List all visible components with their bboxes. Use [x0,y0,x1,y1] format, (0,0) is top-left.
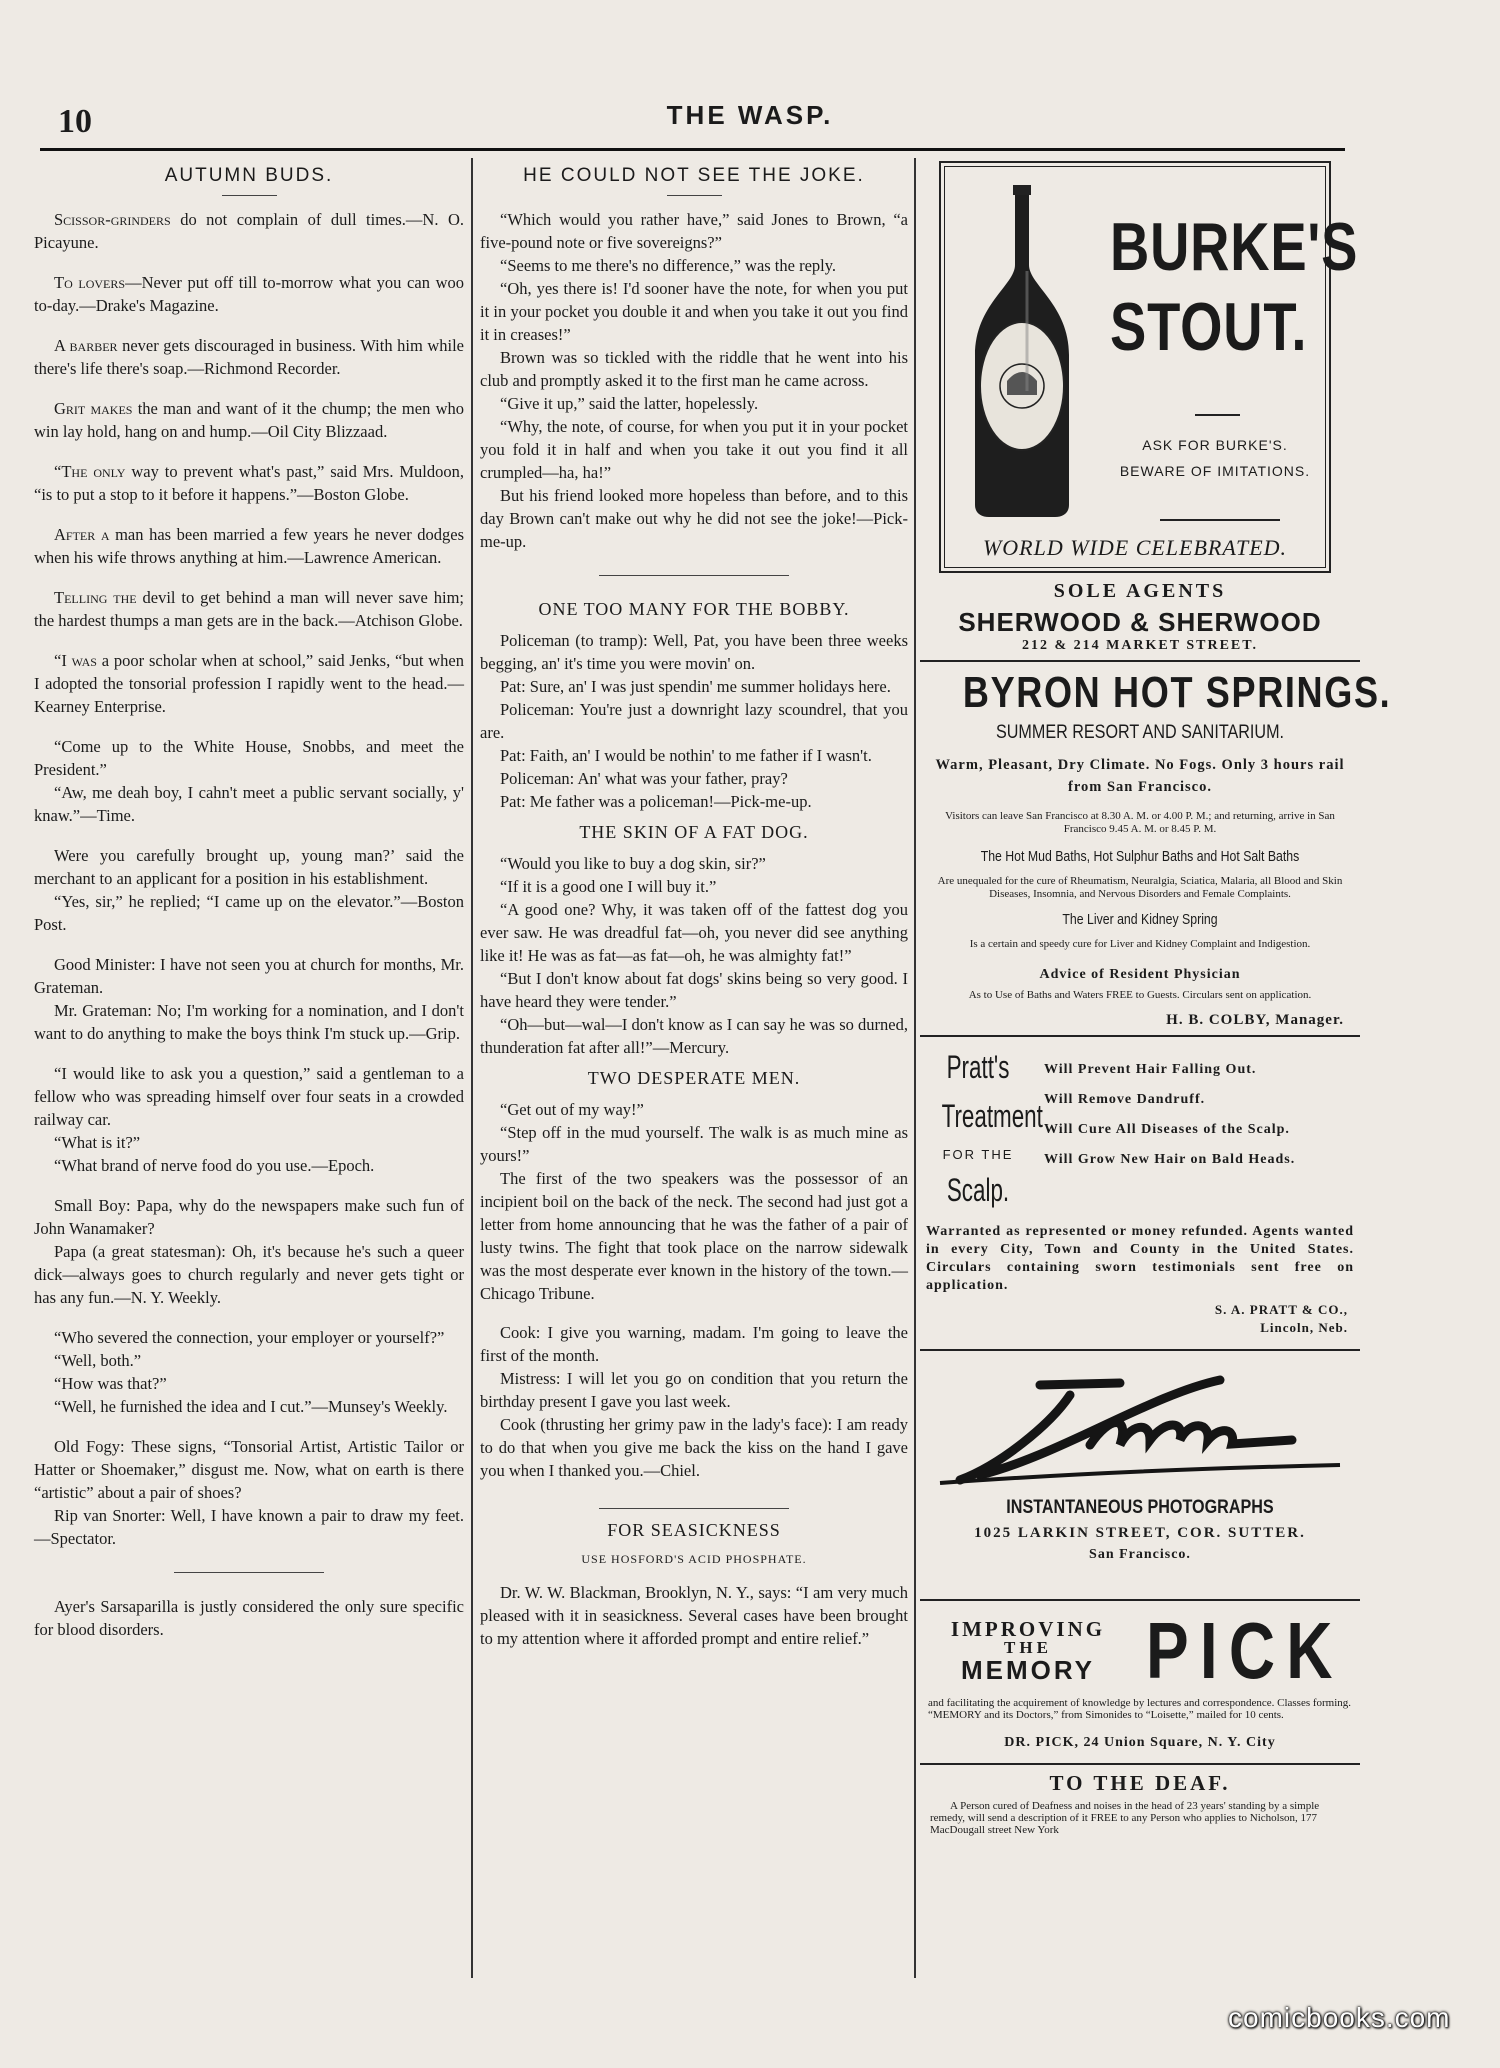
item-text: a poor scholar when at school,” said Jenks, “but when I adopted the tonsorial profession I rapidly went to the head.—Kearney Enterprise. [34,651,464,716]
dog-story: “Would you like to buy a dog skin, sir?” “If it is a good one I will buy it.” “A good one? Why, it was taken off of the fattest dog you ever saw. He was dreadful fat—oh, you never did see anything like it! He was as fat—as fat—oh, he was almighty fat!” “But I don't know about fat dogs' skins being so very good. I have heard they were tender.” “Oh—but—wal—I don't know as I can say he was so durned, thunderation fat after all!”—Mercury. [480,854,908,1057]
autumn-buds-items [34,208,464,718]
ad-rule [920,1035,1360,1037]
seasickness-text: Dr. W. W. Blackman, Brooklyn, N. Y., says: “I am very much pleased with it in seasickness. Several cases have been brought to my attention where it afforded prompt and entire relief.” [480,1583,908,1648]
dog-title: THE SKIN OF A FAT DOG. [579,822,809,842]
autumn-bud-item [34,208,464,254]
item-text: never gets discouraged in business. With him while there's life there's soap.—Richmond Recorder. [34,336,464,378]
byron-title: BYRON HOT SPRINGS. [962,668,1392,717]
burke-title-1: BURKE'S [1110,209,1359,285]
item-lead: Scissor-grinders [54,210,171,229]
item-text: man has been married a few years he never dodges when his wife throws anything at him.—Lawrence American. [34,525,465,567]
divider [222,195,277,196]
thors-line2: 1025 LARKIN STREET, COR. SUTTER. [974,1525,1306,1541]
byron-liver: The Liver and Kidney Spring [1062,911,1218,928]
joke-story: “Which would you rather have,” said Jones to Brown, “a five-pound note or five sovereigns?” “Seems to me there's no difference,” was the reply. “Oh, yes there is! I'd sooner have the note, for when you put it in your pocket you double it and when you take it out you find it in creases!” Brown was so tickled with the riddle that he went into his club and promptly asked it to the first man he came across. “Give it up,” said the latter, hopelessly. “Why, the note, of course, for when you put it in your pocket you fold it in half and when you take it out you find it all crumpled—ha, ha!” But his friend looked more hopeless than before, and to this day Brown can't make out why he did not see the joke!—Pick-me-up. [480,210,908,551]
pick-big: PICK [1146,1606,1344,1695]
pick-w3: MEMORY [960,1655,1096,1685]
byron-climate: Warm, Pleasant, Dry Climate. No Fogs. Only 3 hours rail from San Francisco. [935,757,1345,795]
joke-title: HE COULD NOT SEE THE JOKE. [523,165,865,186]
ad-rule [920,660,1360,662]
pratt-t4: Scalp. [946,1172,1010,1208]
severed-joke: “Who severed the connection, your employer or yourself?” “Well, both.” “How was that?” “Well, he furnished the idea and I cut.”—Munsey's Weekly. [54,1328,448,1416]
item-text: do not complain of dull times.—N. O. Picayune. [34,210,464,252]
merchant-joke: Were you carefully brought up, young man?’ said the merchant to an applicant for a position in his establishment. “Yes, sir,” he replied; “I came up on the elevator.”—Boston Post. [34,846,464,934]
watermark: comicbooks.com [1228,2002,1451,2033]
burke-beware: BEWARE OF IMITATIONS. [1119,463,1311,479]
ad-rule [920,1599,1360,1601]
burke-stout-ad [920,160,1360,570]
item-text: way to prevent what's past,” said Mrs. Muldoon, “is to put a stop to it before it happens.”—Boston Globe. [34,462,465,504]
autumn-bud-item [34,397,464,443]
item-lead: To lovers [54,273,126,292]
burke-ad-frame [944,166,1359,568]
seasickness-note: USE HOSFORD'S ACID PHOSPHATE. [581,1552,807,1566]
column-rule [471,158,473,1978]
byron-hot-springs-ad [920,668,1392,1029]
byron-subtitle: SUMMER RESORT AND SANITARIUM. [995,722,1285,743]
page-number: 10 [58,103,92,140]
byron-visitors: Visitors can leave San Francisco at 8.30 A. M. or 4.00 P. M.; and returning, arrive in San Francisco 9.45 A. M. or 8.45 P. M. [945,810,1335,835]
ad-rule [920,1349,1360,1351]
deaf-ad [920,1771,1360,1836]
autumn-buds-title: AUTUMN BUDS. [164,165,334,186]
bobby-story: Policeman (to tramp): Well, Pat, you have been three weeks begging, an' it's time you were movin' on. Pat: Sure, an' I was just spendin' me summer holidays here. Policeman: You're just a downright lazy scoundrel, that you are. Pat: Faith, an' I would be nothin' to me father if I wasn't. Policeman: An' what was your father, pray? Pat: Me father was a policeman!—Pick-me-up. [480,631,908,811]
stout-bottle-icon [967,181,1077,521]
autumn-bud-item [34,271,464,317]
ad-rule [920,1763,1360,1765]
item-text: the man and want of it the chump; the men who win lay hold, hang on and hump.—Oil City Blizzaad. [34,399,464,441]
burke-ask: ASK FOR BURKE'S. [1142,437,1288,453]
thors-photographs-ad [920,1357,1360,1593]
autumn-bud-item [34,334,464,380]
pick-w2: THE [1004,1638,1052,1657]
column-jokes [480,160,908,1667]
column-rule [914,158,916,1978]
autumn-bud-item [34,460,464,506]
divider [599,575,789,576]
thors-line1: INSTANTANEOUS PHOTOGRAPHS [1006,1497,1274,1518]
pratt-t2: Treatment [941,1098,1043,1134]
pratt-t1: Pratt's [946,1049,1010,1085]
minister-joke: Good Minister: I have not seen you at church for months, Mr. Grateman. Mr. Grateman: No; I'm working for a nomination, and I don't want to do anything to make the boys think I'm stuck up.—Grip. [34,955,464,1043]
deaf-body: A Person cured of Deafness and noises in the head of 23 years' standing by a simple remedy, will send a description of it FREE to any Person who applies to Nicholson, 177 MacDougall street New York [930,1800,1320,1836]
pratt-signer: S. A. PRATT & CO., [1214,1302,1348,1317]
wanamaker-joke: Small Boy: Papa, why do the newspapers make such fun of John Wanamaker? Papa (a great statesman): Oh, it's because he's such a queer dick—always goes to church regularly and never gets tight or has any fun.—N. Y. Weekly. [34,1196,464,1307]
deaf-title: TO THE DEAF. [1049,1771,1231,1795]
sherwood-name: SHERWOOD & SHERWOOD [958,607,1322,637]
bobby-title: ONE TOO MANY FOR THE BOBBY. [538,599,850,619]
divider [1160,519,1280,521]
autumn-bud-item [34,523,464,569]
item-lead: “The only [54,462,126,481]
item-text: —Never put off till to-morrow what you can woo to-day.—Drake's Magazine. [34,273,465,315]
divider [667,195,722,196]
pratt-warranted: Warranted as represented or money refunded. Agents wanted in every City, Town and County in the United States. Circulars containing sworn testimonials sent free on application. [926,1224,1354,1293]
top-rule [40,148,1345,151]
masthead: THE WASP. [666,100,834,130]
nerve-food-joke: “I would like to ask you a question,” said a gentleman to a fellow who was spreading himself over four seats in a crowded railway car. “What is it?” “What brand of nerve food do you use.—Epoch. [34,1064,464,1175]
pratt-city: Lincoln, Neb. [1260,1320,1348,1335]
desperate-men-title: TWO DESPERATE MEN. [587,1068,801,1088]
cook-story: Cook: I give you warning, madam. I'm going to leave the first of the month. Mistress: I will let you go on condition that you return the birthday present I gave you last week. Cook (thrusting her grimy paw in the lady's face): I am ready to do that when you give me back the kiss on the hand I gave you when I thanked you.—Chiel. [480,1323,908,1480]
autumn-bud-item [34,586,464,632]
sherwood-address: 212 & 214 MARKET STREET. [1021,638,1259,653]
item-lead: After a [54,525,110,544]
divider [599,1508,789,1509]
burke-world-wide: WORLD WIDE CELEBRATED. [982,535,1288,560]
autumn-bud-item [34,649,464,718]
item-lead: “I was [54,651,97,670]
item-lead: A barber [54,336,118,355]
old-fogy-joke: Old Fogy: These signs, “Tonsorial Artist, Artistic Tailor or Hatter or Shoemaker,” disgust me. Now, what on earth is there “artistic” about a pair of shoes? Rip van Snorter: Well, I have known a pair to draw my feet.—Spectator. [34,1437,464,1548]
item-text: devil to get behind a man will never save him; the hardest thumps a man gets are in the back.—Atchison Globe. [34,588,464,630]
pratt-treatment-ad [920,1043,1360,1343]
ayer-notice: Ayer's Sarsaparilla is justly considered the only sure specific for blood disorders. [34,1597,464,1639]
pratt-t3: FOR THE [942,1147,1014,1162]
thors-line3: San Francisco. [1089,1547,1191,1562]
pick-w1: IMPROVING [950,1617,1106,1641]
sole-agents: SOLE AGENTS [1053,580,1227,602]
byron-cure: Is a certain and speedy cure for Liver and Kidney Complaint and Indigestion. [969,938,1311,950]
seasickness-title: FOR SEASICKNESS [607,1520,781,1540]
divider [1195,414,1240,416]
byron-manager: H. B. COLBY, Manager. [1166,1012,1344,1028]
pick-memory-ad [920,1607,1360,1757]
item-lead: Telling the [54,588,137,607]
byron-use: As to Use of Baths and Waters FREE to Guests. Circulars sent on application. [968,989,1312,1001]
item-lead: Grit makes [54,399,133,418]
advertisements-column [920,160,1392,1836]
white-house-joke: “Come up to the White House, Snobbs, and meet the President.” “Aw, me deah boy, I cahn't meet a public servant socially, y' knaw.”—Time. [34,737,464,825]
divider [174,1572,324,1573]
desperate-men-story: “Get out of my way!” “Step off in the mud yourself. The walk is as much mine as yours!” The first of the two speakers was the possessor of an incipient boil on the back of the neck. The second had just got a letter from home announcing that he was the father of a pair of lusty twins. The fight that took place on the narrow sidewalk was the most desperate ever known in the history of the town.—Chicago Tribune. [480,1100,908,1303]
column-autumn-buds [34,160,464,1658]
pick-body: and facilitating the acquirement of knowledge by lectures and correspondence. Classes forming. “MEMORY and its Doctors,” from Simonides to “Loisette,” mailed for 10 cents. [928,1697,1352,1721]
thors-signature-icon [920,1365,1360,1495]
burke-title-2: STOUT. [1110,289,1308,365]
pratt-points: Will Prevent Hair Falling Out. Will Remove Dandruff. Will Cure All Diseases of the Scalp. Will Grow New Hair on Bald Heads. [1044,1062,1296,1167]
byron-baths: The Hot Mud Baths, Hot Sulphur Baths and Hot Salt Baths [980,848,1300,865]
byron-unequaled: Are unequaled for the cure of Rheumatism, Neuralgia, Sciatica, Malaria, all Blood and Skin Diseases, Insomnia, and Nervous Disorders and Female Complaints. [937,875,1343,900]
byron-advice: Advice of Resident Physician [1039,967,1241,982]
pick-address: DR. PICK, 24 Union Square, N. Y. City [1004,1735,1276,1750]
